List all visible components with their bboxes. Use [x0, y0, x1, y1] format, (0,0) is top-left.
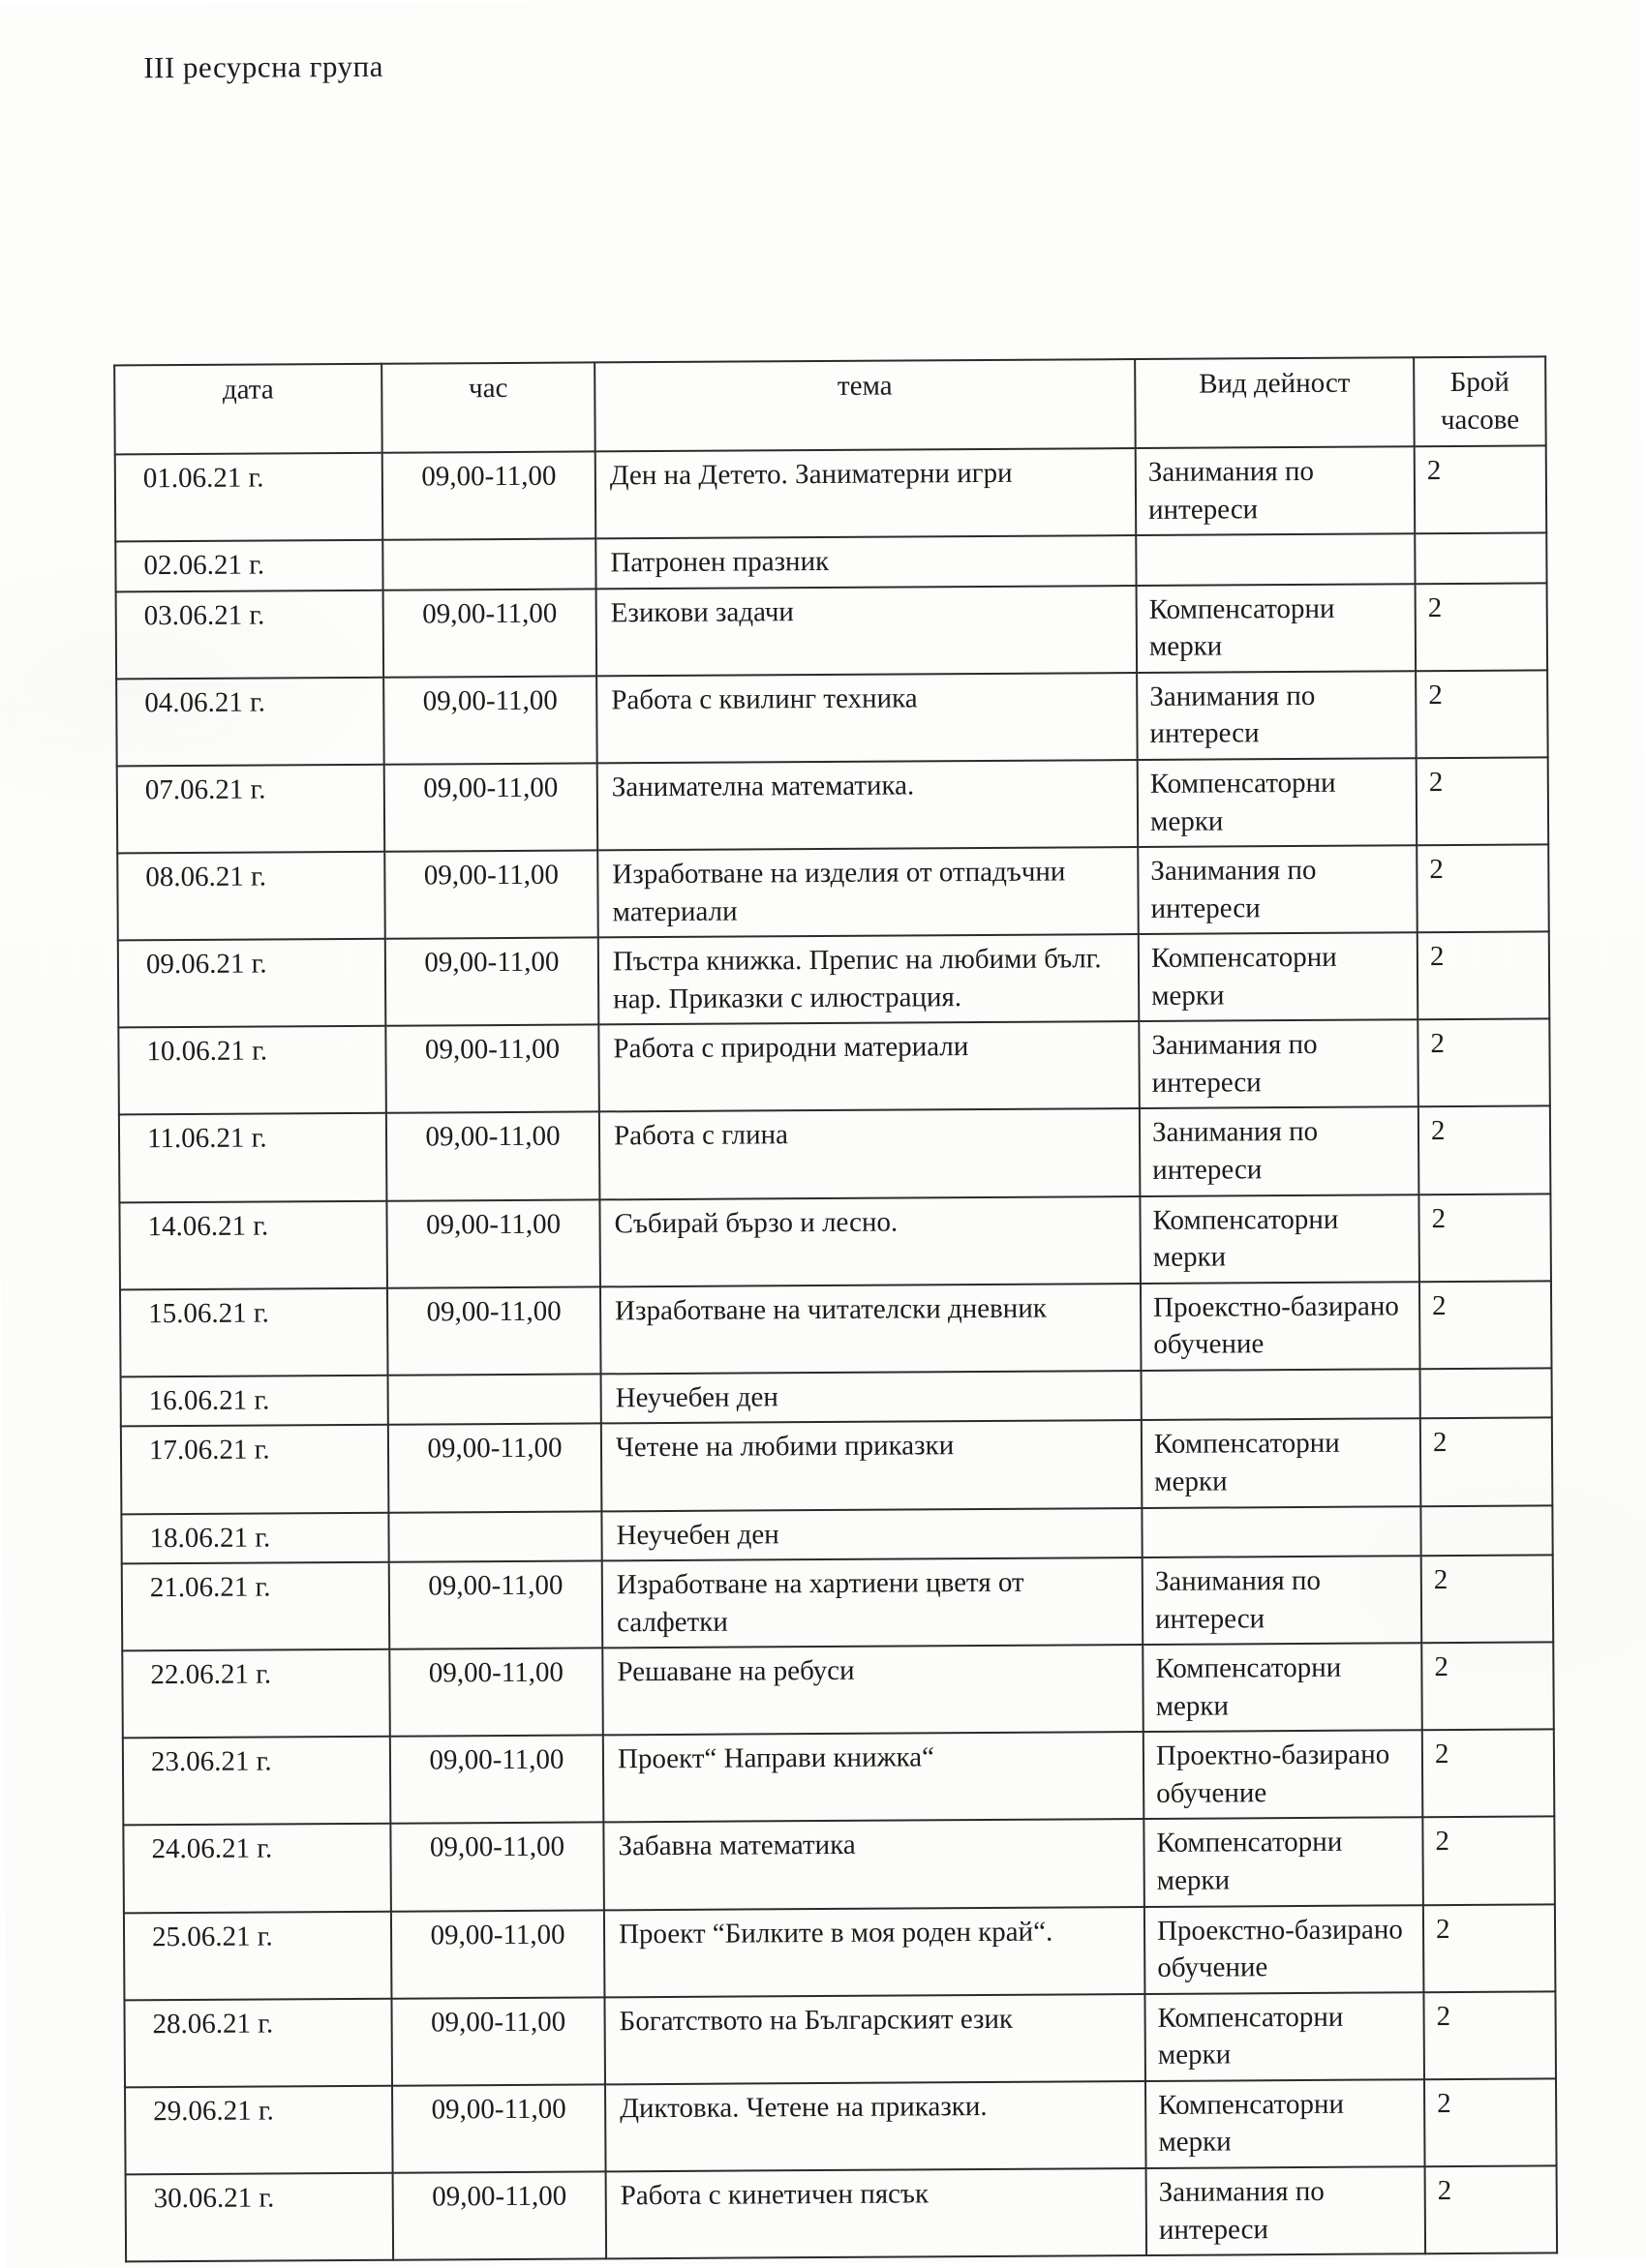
- theme-cell: Работа с природни материали: [598, 1021, 1140, 1112]
- activity-cell: Занимания по интереси: [1139, 1020, 1418, 1109]
- time-cell: 09,00-11,00: [385, 938, 599, 1026]
- table-row: [121, 1368, 1552, 1427]
- hours-cell: 2: [1416, 583, 1548, 671]
- time-cell: 09,00-11,00: [386, 1112, 600, 1200]
- hours-cell: 2: [1417, 757, 1549, 845]
- table-row: [126, 2165, 1558, 2261]
- activity-cell: Компенсаторни мерки: [1143, 1818, 1423, 1907]
- date-cell: 04.06.21 г.: [116, 678, 384, 767]
- date-cell: 01.06.21 г.: [115, 453, 383, 542]
- date-cell: 11.06.21 г.: [119, 1113, 387, 1202]
- theme-cell: Работа с кинетичен пясък: [606, 2168, 1147, 2259]
- theme-cell: Изработване на хартиени цветя от салфетки: [602, 1557, 1143, 1648]
- hours-cell: 2: [1424, 2078, 1557, 2166]
- date-cell: 28.06.21 г.: [124, 1998, 392, 2087]
- time-cell: 09,00-11,00: [389, 1560, 603, 1648]
- theme-cell: Изработване на читателски дневник: [600, 1284, 1142, 1375]
- hours-cell: 2: [1416, 670, 1548, 758]
- table-row: [115, 445, 1547, 541]
- activity-cell: Занимания по интереси: [1140, 1107, 1419, 1196]
- theme-cell: Четене на любими приказки: [601, 1420, 1143, 1511]
- theme-cell: Пъстра книжка. Препис на любими бълг. нар. Приказки с илюстрация.: [598, 934, 1140, 1025]
- schedule-table: [113, 355, 1558, 2262]
- table-row: [119, 1106, 1551, 1202]
- activity-cell: Занимания по интереси: [1138, 845, 1417, 934]
- time-cell: 09,00-11,00: [390, 1823, 604, 1911]
- time-cell: 09,00-11,00: [386, 1199, 600, 1287]
- theme-cell: Проект “Билките в моя роден край“.: [604, 1907, 1145, 1998]
- page-title: III ресурсна група: [143, 48, 383, 85]
- theme-cell: Ден на Детето. Заниматерни игри: [595, 448, 1137, 539]
- date-cell: 15.06.21 г.: [120, 1287, 388, 1376]
- theme-cell: Неучебен ден: [601, 1507, 1142, 1560]
- activity-cell: Компенсаторни мерки: [1144, 1992, 1424, 2081]
- header-date: дата: [114, 364, 382, 455]
- activity-cell: Проекстно-базирано обучение: [1141, 1282, 1420, 1371]
- hours-cell: 2: [1417, 932, 1550, 1020]
- theme-cell: Занимателна математика.: [597, 760, 1139, 851]
- theme-cell: Патронен празник: [595, 535, 1136, 589]
- theme-cell: Проект“ Направи книжка“: [603, 1732, 1144, 1823]
- activity-cell: Компенсаторни мерки: [1140, 1194, 1419, 1284]
- theme-cell: Събирай бързо и лесно.: [599, 1196, 1141, 1287]
- date-cell: 17.06.21 г.: [121, 1425, 389, 1514]
- theme-cell: Работа с квилинг техника: [596, 673, 1138, 764]
- table-row: [125, 2078, 1557, 2174]
- activity-cell: Занимания по интереси: [1143, 1556, 1422, 1645]
- time-cell: 09,00-11,00: [391, 1997, 605, 2085]
- hours-cell: 2: [1421, 1555, 1554, 1643]
- table-row: [123, 1730, 1555, 1826]
- table-row: [120, 1281, 1552, 1376]
- theme-cell: Забавна математика: [603, 1819, 1144, 1910]
- table-row: [117, 844, 1549, 940]
- theme-cell: Изработване на изделия от отпадъчни материали: [597, 847, 1139, 938]
- activity-cell: Компенсаторни мерки: [1145, 2079, 1425, 2168]
- time-cell: 09,00-11,00: [384, 850, 598, 938]
- table-header: [114, 356, 1546, 454]
- table-row: [118, 932, 1550, 1028]
- hours-cell: [1420, 1368, 1552, 1418]
- activity-cell: Проекстно-базирано обучение: [1144, 1905, 1424, 1994]
- theme-cell: Диктовка. Четене на приказки.: [605, 2081, 1146, 2172]
- time-cell: 09,00-11,00: [382, 451, 596, 539]
- table-row: [116, 670, 1548, 766]
- activity-cell: Занимания по интереси: [1146, 2166, 1426, 2255]
- date-cell: 23.06.21 г.: [123, 1737, 391, 1826]
- header-theme: тема: [594, 359, 1136, 451]
- hours-cell: 2: [1419, 1281, 1552, 1369]
- time-cell: [388, 1374, 601, 1425]
- time-cell: 09,00-11,00: [384, 763, 598, 851]
- date-cell: 03.06.21 г.: [116, 590, 384, 679]
- date-cell: 25.06.21 г.: [124, 1911, 392, 2000]
- table-row: [122, 1555, 1554, 1650]
- table-row: [122, 1643, 1554, 1739]
- activity-cell: Занимания по интереси: [1137, 671, 1417, 760]
- hours-cell: [1420, 1505, 1552, 1556]
- table-row: [116, 583, 1548, 679]
- header-activity: Вид дейност: [1135, 357, 1415, 448]
- time-cell: 09,00-11,00: [388, 1424, 602, 1512]
- date-cell: 18.06.21 г.: [121, 1512, 388, 1563]
- activity-cell: [1136, 533, 1415, 585]
- activity-cell: Компенсаторни мерки: [1143, 1643, 1422, 1732]
- time-cell: 09,00-11,00: [392, 2084, 606, 2172]
- activity-cell: [1142, 1506, 1420, 1557]
- activity-cell: Занимания по интереси: [1136, 446, 1416, 535]
- activity-cell: [1142, 1369, 1420, 1420]
- time-cell: [388, 1511, 601, 1562]
- table-row: [121, 1418, 1553, 1514]
- theme-cell: Езикови задачи: [596, 586, 1138, 677]
- activity-cell: Компенсаторни мерки: [1138, 758, 1417, 847]
- hours-cell: 2: [1417, 1019, 1550, 1107]
- date-cell: 16.06.21 г.: [121, 1376, 388, 1427]
- date-cell: 22.06.21 г.: [122, 1649, 390, 1739]
- hours-cell: 2: [1420, 1418, 1553, 1506]
- activity-cell: Проектно-базирано обучение: [1143, 1731, 1423, 1820]
- table-row: [115, 533, 1546, 592]
- hours-cell: 2: [1422, 1817, 1555, 1905]
- time-cell: 09,00-11,00: [391, 1910, 605, 1998]
- hours-cell: 2: [1418, 1106, 1551, 1194]
- time-cell: 09,00-11,00: [390, 1736, 604, 1824]
- table-row: [124, 1991, 1556, 2087]
- date-cell: 30.06.21 г.: [126, 2173, 394, 2262]
- hours-cell: 2: [1421, 1643, 1554, 1731]
- table-row: [123, 1817, 1555, 1913]
- header-time: час: [381, 362, 595, 452]
- hours-cell: 2: [1418, 1194, 1551, 1282]
- time-cell: [382, 539, 595, 590]
- time-cell: 09,00-11,00: [383, 589, 597, 677]
- hours-cell: 2: [1425, 2165, 1558, 2253]
- header-row: [114, 356, 1546, 454]
- date-cell: 02.06.21 г.: [115, 540, 382, 591]
- activity-cell: Компенсаторни мерки: [1137, 584, 1417, 673]
- hours-cell: 2: [1417, 844, 1549, 932]
- time-cell: 09,00-11,00: [383, 676, 597, 764]
- hours-cell: 2: [1415, 445, 1547, 533]
- date-cell: 21.06.21 г.: [122, 1562, 390, 1651]
- theme-cell: Богатството на Българският език: [604, 1994, 1145, 2085]
- table-row: [124, 1904, 1556, 2000]
- activity-cell: Компенсаторни мерки: [1139, 932, 1418, 1021]
- hours-cell: 2: [1423, 1904, 1556, 1992]
- date-cell: 10.06.21 г.: [118, 1026, 386, 1115]
- header-hours: Брой часове: [1414, 356, 1546, 446]
- table-row: [117, 757, 1549, 853]
- theme-cell: Работа с глина: [599, 1108, 1141, 1199]
- theme-cell: Неучебен ден: [601, 1371, 1142, 1424]
- time-cell: 09,00-11,00: [387, 1286, 601, 1375]
- table-row: [121, 1505, 1552, 1564]
- table-row: [119, 1194, 1551, 1289]
- table-body: [115, 445, 1557, 2261]
- date-cell: 08.06.21 г.: [117, 852, 385, 941]
- time-cell: 09,00-11,00: [389, 1648, 603, 1737]
- theme-cell: Решаване на ребуси: [602, 1645, 1143, 1736]
- date-cell: 29.06.21 г.: [125, 2086, 393, 2175]
- time-cell: 09,00-11,00: [385, 1025, 599, 1113]
- time-cell: 09,00-11,00: [393, 2171, 607, 2259]
- date-cell: 07.06.21 г.: [117, 765, 385, 854]
- date-cell: 09.06.21 г.: [118, 939, 386, 1028]
- hours-cell: 2: [1422, 1730, 1555, 1818]
- activity-cell: Компенсаторни мерки: [1142, 1419, 1421, 1508]
- date-cell: 14.06.21 г.: [119, 1200, 387, 1289]
- hours-cell: [1415, 533, 1546, 584]
- date-cell: 24.06.21 г.: [123, 1824, 391, 1913]
- table-row: [118, 1019, 1550, 1115]
- hours-cell: 2: [1423, 1991, 1556, 2079]
